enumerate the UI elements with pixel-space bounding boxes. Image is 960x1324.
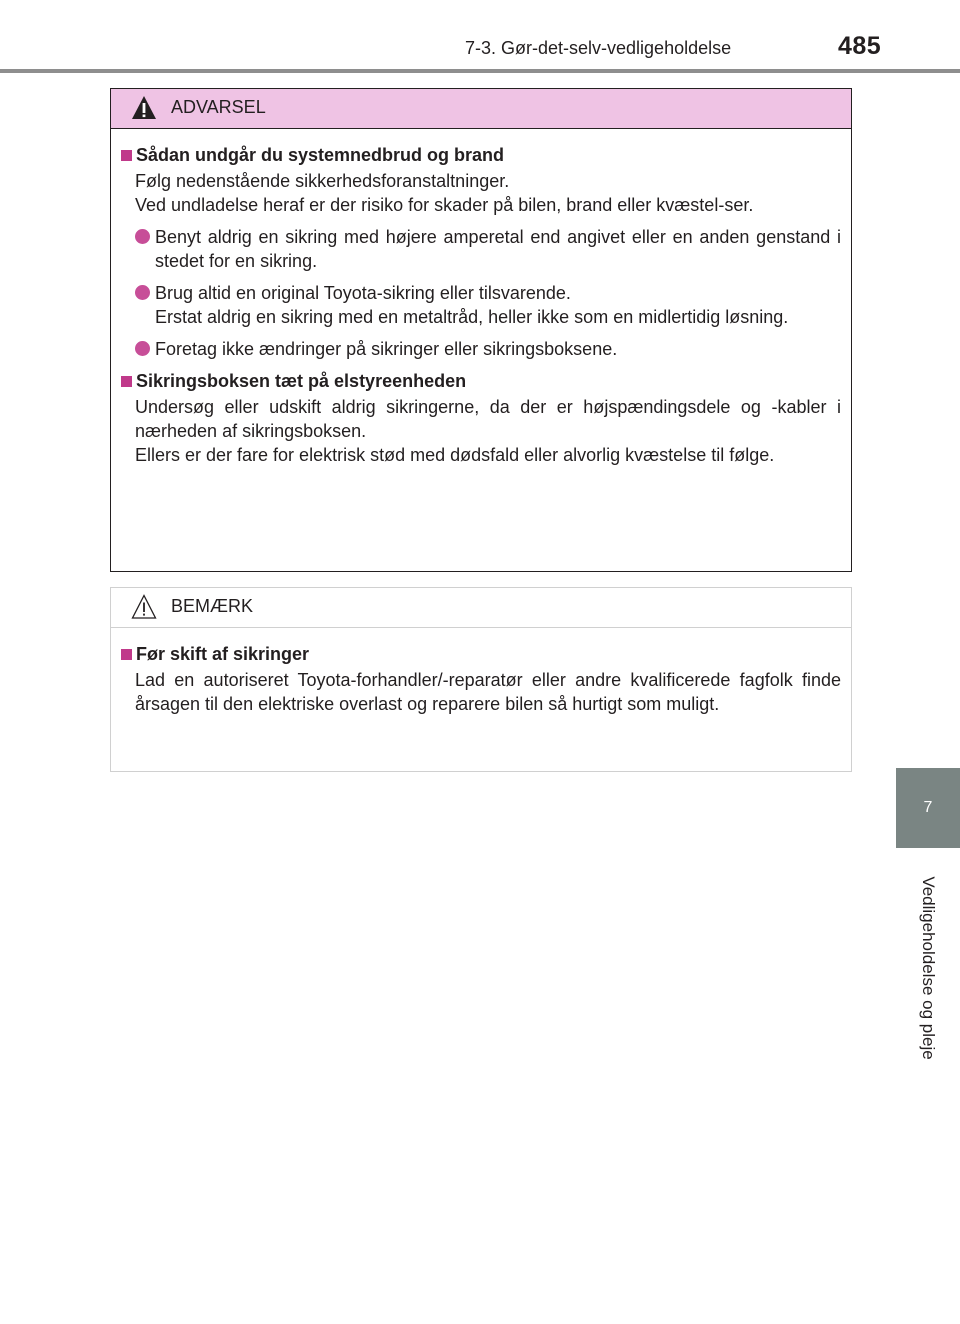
warning-bullet [135,337,841,361]
square-bullet-icon [121,150,132,161]
heading-text: Sådan undgår du systemnedbrud og brand [136,145,505,165]
bullet-text: Benyt aldrig en sikring med højere amperetal end angivet eller en anden genstand i stedet for en sikring. [155,227,841,271]
warning-body [111,129,851,467]
round-bullet-icon [135,285,150,300]
round-bullet-icon [135,341,150,356]
warning-para: Ellers er der fare for elektrisk stød med dødsfald eller alvorlig kvæstelse til følge. [135,445,775,465]
warning-heading-1 [121,143,841,167]
square-bullet-icon [121,649,132,660]
warning-box-header [111,89,851,129]
notice-box [110,587,852,772]
warning-bullet [135,225,841,273]
page-number: 485 [838,32,882,60]
warning-triangle-outline-icon [131,594,157,620]
warning-triangle-filled-icon [131,95,157,121]
warning-bullet [135,281,841,329]
side-tab-chapter-title: Vedligeholdelse og pleje [919,876,938,1060]
header-rule [0,69,960,73]
notice-para: Lad en autoriseret Toyota-forhandler/-reparatør eller andre kvalificerede fagfolk finde årsagen til den elektriske overlast og reparere bilen så hurtigt som muligt. [135,670,841,714]
notice-heading [121,642,841,666]
bullet-text: Brug altid en original Toyota-sikring eller tilsvarende. [155,283,571,303]
page-header-section-title: 7-3. Gør-det-selv-vedligeholdelse [465,38,732,58]
warning-para: Følg nedenstående sikkerhedsforanstaltninger. [135,171,510,191]
heading-text: Før skift af sikringer [136,644,310,664]
warning-para: Ved undladelse heraf er der risiko for skader på bilen, brand eller kvæstel-ser. [135,195,754,215]
heading-text: Sikringsboksen tæt på elstyreenheden [136,371,467,391]
warning-label: ADVARSEL [171,97,266,117]
warning-para: Undersøg eller udskift aldrig sikringerne, da der er højspændingsdele og -kabler i nærheden af sikringsboksen. [135,397,841,441]
side-tab-chapter-number: 7 [896,768,960,848]
notice-box-header [111,588,851,628]
bullet-text: Erstat aldrig en sikring med en metaltråd, heller ikke som en midlertidig løsning. [155,307,789,327]
warning-box [110,88,852,572]
warning-heading-2 [121,369,841,393]
round-bullet-icon [135,229,150,244]
bullet-text: Foretag ikke ændringer på sikringer eller sikringsboksene. [155,339,618,359]
square-bullet-icon [121,376,132,387]
notice-body [111,628,851,716]
notice-label: BEMÆRK [171,596,254,616]
